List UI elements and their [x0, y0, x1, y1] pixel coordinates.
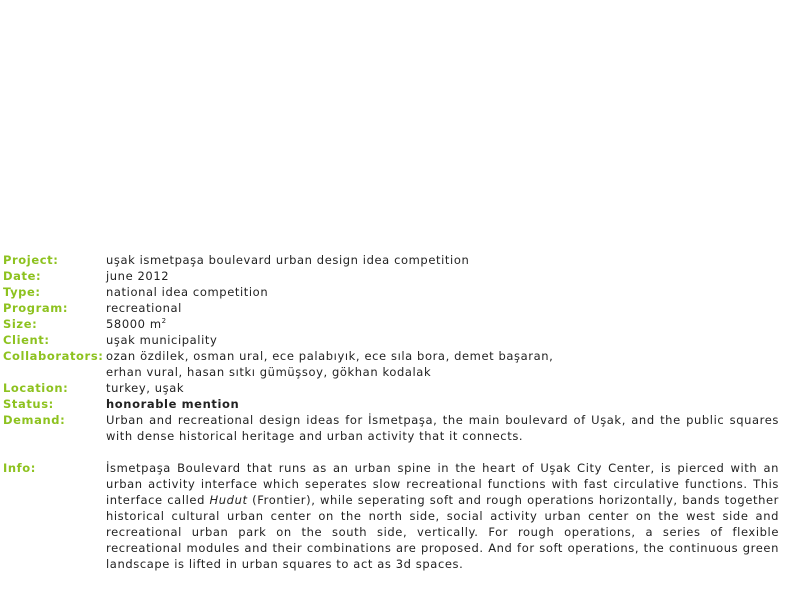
collaborators-line-1: ozan özdilek, osman ural, ece palabıyık, ece sıla bora, demet başaran, — [106, 349, 554, 363]
demand-row — [3, 412, 779, 444]
project-info-sheet — [3, 252, 779, 572]
date-label: Date: — [3, 269, 42, 283]
collaborators-line-2: erhan vural, hasan sıtkı gümüşsoy, gökhan kodalak — [106, 365, 432, 379]
client-label: Client: — [3, 333, 50, 347]
type-label: Type: — [3, 285, 41, 299]
project-row — [3, 252, 779, 268]
section-spacer — [3, 444, 779, 460]
size-amount: 58000 m — [106, 317, 162, 331]
program-row — [3, 300, 779, 316]
client-row — [3, 332, 779, 348]
info-text-italic: Hudut — [209, 493, 248, 507]
status-label: Status: — [3, 397, 54, 411]
info-value — [106, 460, 779, 572]
location-value: turkey, uşak — [106, 381, 185, 395]
size-label: Size: — [3, 317, 38, 331]
location-label: Location: — [3, 381, 69, 395]
collaborators-label: Collaborators: — [3, 349, 104, 363]
program-label: Program: — [3, 301, 69, 315]
info-label: Info: — [3, 461, 36, 475]
size-unit-superscript: 2 — [161, 317, 167, 325]
type-row — [3, 284, 779, 300]
type-value: national idea competition — [106, 285, 269, 299]
collaborators-value — [106, 348, 779, 380]
demand-label: Demand: — [3, 413, 66, 427]
status-row — [3, 396, 779, 412]
info-row — [3, 460, 779, 572]
project-label: Project: — [3, 253, 59, 267]
date-value: june 2012 — [106, 269, 170, 283]
collaborators-row — [3, 348, 779, 380]
date-row — [3, 268, 779, 284]
status-value: honorable mention — [106, 397, 240, 411]
client-value: uşak municipality — [106, 333, 218, 347]
info-text-part-2: (Frontier), while seperating soft and rough operations horizontally, bands together historical cultural urban center on the north side, social activity urban center on the west side and recreational urban park on the south side, vertically. For rough operations, a series of flexible recreational modules and their combinations are proposed. And for soft operations, the continuous green landscape is lifted in urban squares to act as 3d spaces. — [106, 493, 780, 571]
size-row — [3, 316, 779, 332]
location-row — [3, 380, 779, 396]
info-text-part-1: İsmetpaşa Boulevard that runs as an urban spine in the heart of Uşak City Center, is pierced with an urban activity interface which seperates slow recreational functions with fast circulative functions. This interface called — [106, 461, 779, 507]
project-value: uşak ismetpaşa boulevard urban design idea competition — [106, 253, 470, 267]
size-value — [106, 316, 779, 332]
demand-value: Urban and recreational design ideas for İsmetpaşa, the main boulevard of Uşak, and the public squares with dense historical heritage and urban activity that it connects. — [106, 413, 779, 443]
program-value: recreational — [106, 301, 182, 315]
